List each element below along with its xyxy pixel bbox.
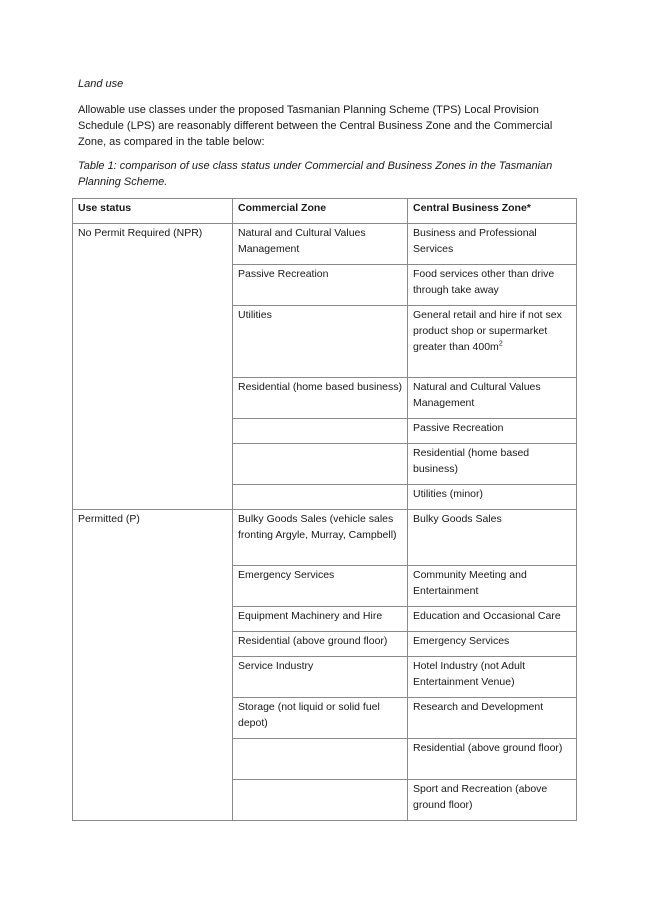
- table-row: [73, 224, 577, 265]
- section-heading: Land use: [78, 78, 124, 90]
- cbz-cell: Business and Professional Services: [408, 224, 577, 265]
- status-permitted: Permitted (P): [73, 510, 233, 821]
- cbz-cell: Residential (above ground floor): [408, 739, 577, 780]
- table-row: [73, 510, 577, 566]
- cbz-cell: Utilities (minor): [408, 485, 577, 510]
- header-use-status: Use status: [73, 199, 233, 224]
- cbz-cell-text: General retail and hire if not sex product shop or supermarket greater than 400m: [413, 309, 562, 353]
- table-caption: Table 1: comparison of use class status under Commercial and Business Zones in the Tasmanian Planning Scheme.: [78, 160, 553, 188]
- commercial-cell: Service Industry: [233, 657, 408, 698]
- commercial-cell: [233, 485, 408, 510]
- cbz-cell: Research and Development: [408, 698, 577, 739]
- intro-paragraph: Allowable use classes under the proposed Tasmanian Planning Scheme (TPS) Local Provision Schedule (LPS) are reasonably different between the Central Business Zone and the Commercial Zone, as compared in the table below:: [78, 104, 553, 148]
- commercial-cell: Residential (home based business): [233, 378, 408, 419]
- cbz-cell: Emergency Services: [408, 632, 577, 657]
- commercial-cell: [233, 739, 408, 780]
- status-npr: No Permit Required (NPR): [73, 224, 233, 510]
- cbz-cell: Education and Occasional Care: [408, 607, 577, 632]
- commercial-cell: Natural and Cultural Values Management: [233, 224, 408, 265]
- cbz-cell: Sport and Recreation (above ground floor): [408, 780, 577, 821]
- cbz-cell: Bulky Goods Sales: [408, 510, 577, 566]
- cbz-cell: Residential (home based business): [408, 444, 577, 485]
- superscript-two: 2: [498, 340, 503, 348]
- header-commercial-zone: Commercial Zone: [233, 199, 408, 224]
- commercial-cell: Bulky Goods Sales (vehicle sales fronting Argyle, Murray, Campbell): [233, 510, 408, 566]
- commercial-cell: Storage (not liquid or solid fuel depot): [233, 698, 408, 739]
- cbz-cell: Passive Recreation: [408, 419, 577, 444]
- commercial-cell: Emergency Services: [233, 566, 408, 607]
- commercial-cell: [233, 419, 408, 444]
- cbz-cell: Food services other than drive through take away: [408, 265, 577, 306]
- commercial-cell: Passive Recreation: [233, 265, 408, 306]
- cbz-cell: Natural and Cultural Values Management: [408, 378, 577, 419]
- commercial-cell: Residential (above ground floor): [233, 632, 408, 657]
- commercial-cell: [233, 444, 408, 485]
- commercial-cell: Equipment Machinery and Hire: [233, 607, 408, 632]
- cbz-cell: Community Meeting and Entertainment: [408, 566, 577, 607]
- commercial-cell: [233, 780, 408, 821]
- table-header-row: [73, 199, 577, 224]
- cbz-cell: [408, 306, 577, 378]
- cbz-cell: Hotel Industry (not Adult Entertainment Venue): [408, 657, 577, 698]
- use-class-table: [72, 198, 577, 821]
- commercial-cell: Utilities: [233, 306, 408, 378]
- header-central-business-zone: Central Business Zone*: [408, 199, 577, 224]
